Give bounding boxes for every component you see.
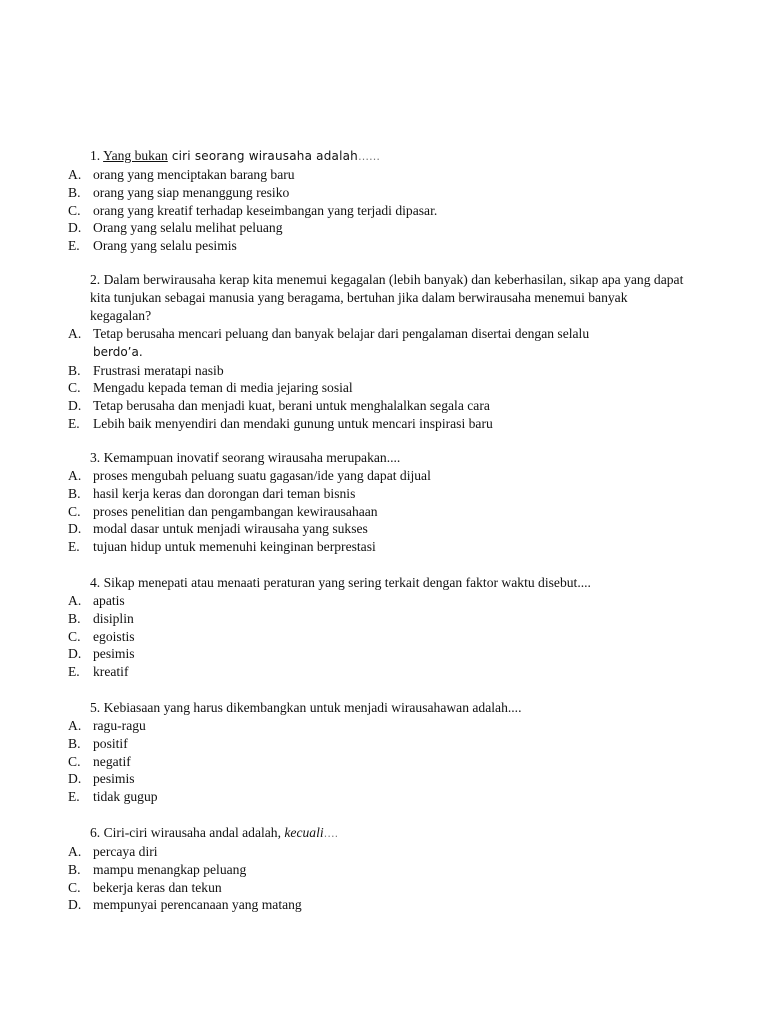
option-text: proses mengubah peluang suatu gagasan/ide yang dapat dijual [93, 468, 431, 483]
option-c [68, 753, 688, 771]
option-letter: A. [68, 593, 82, 608]
option-text: orang yang siap menanggung resiko [93, 184, 290, 200]
question-5-text: 5. Kebiasaan yang harus dikembangkan untuk menjadi wirausahawan adalah.... [90, 700, 522, 715]
option-letter: C. [68, 202, 81, 218]
option-d [68, 645, 688, 663]
option-a [68, 717, 688, 735]
question-6-prefix: 6. Ciri-ciri wirausaha andal adalah, [90, 825, 285, 840]
option-letter: D. [68, 398, 82, 414]
option-text: Frustrasi meratapi nasib [93, 362, 224, 378]
option-text: Mengadu kepada teman di media jejaring sosial [93, 380, 353, 396]
option-b [68, 485, 688, 503]
option-d [68, 770, 688, 788]
option-b [68, 735, 688, 753]
option-text: apatis [93, 593, 125, 608]
option-letter: E. [68, 664, 80, 680]
option-a [68, 325, 688, 362]
option-text: hasil kerja keras dan dorongan dari teman bisnis [93, 485, 356, 501]
option-text: kreatif [93, 664, 129, 680]
option-b [68, 610, 688, 628]
option-b [68, 184, 688, 202]
ellipsis: …. [323, 827, 339, 840]
option-d [68, 397, 688, 415]
option-text: negatif [93, 753, 131, 769]
option-letter: E. [68, 539, 80, 555]
option-text: pesimis [93, 646, 135, 662]
option-text: percaya diri [93, 844, 158, 859]
options-list [68, 843, 688, 914]
option-text: mempunyai perencanaan yang matang [93, 897, 302, 913]
question-3 [68, 449, 688, 556]
option-letter: C. [68, 380, 81, 396]
option-letter: B. [68, 861, 81, 877]
question-1-text [68, 147, 688, 166]
option-text [93, 325, 688, 362]
option-e [68, 788, 688, 806]
option-text: positif [93, 735, 128, 751]
question-2 [68, 271, 688, 433]
option-text: egoistis [93, 628, 135, 644]
option-e [68, 237, 688, 255]
option-text: mampu menangkap peluang [93, 861, 247, 877]
options-list [68, 467, 688, 556]
option-letter: A. [68, 718, 82, 733]
question-4 [68, 574, 688, 681]
option-e [68, 538, 688, 556]
question-4-text: 4. Sikap menepati atau menaati peraturan yang sering terkait dengan faktor waktu disebut.... [90, 575, 591, 590]
option-letter: B. [68, 610, 81, 626]
option-letter: B. [68, 362, 81, 378]
question-3-text: 3. Kemampuan inovatif seorang wirausaha merupakan.... [90, 450, 401, 465]
options-list [68, 166, 688, 255]
option-e [68, 415, 688, 433]
option-letter: D. [68, 646, 82, 662]
option-text: Tetap berusaha dan menjadi kuat, berani untuk menghalalkan segala cara [93, 398, 490, 414]
option-d [68, 219, 688, 237]
option-letter: D. [68, 897, 82, 913]
option-text: Lebih baik menyendiri dan mendaki gunung untuk mencari inspirasi baru [93, 415, 493, 431]
option-b [68, 362, 688, 380]
option-letter: A. [68, 326, 82, 341]
option-letter: B. [68, 184, 81, 200]
question-1-rest: ciri seorang wirausaha adalah [167, 149, 358, 163]
option-text: ragu-ragu [93, 718, 146, 733]
option-text: tujuan hidup untuk memenuhi keinginan berprestasi [93, 539, 376, 555]
ellipsis: …… [357, 150, 380, 163]
italic-exception-word: kecuali [284, 825, 324, 840]
option-letter: E. [68, 789, 80, 805]
option-text: pesimis [93, 771, 135, 787]
option-text: proses penelitian dan pengambangan kewirausahaan [93, 503, 378, 519]
option-a [68, 467, 688, 485]
options-list [68, 592, 688, 681]
underlined-phrase: Yang bukan [103, 148, 168, 163]
option-letter: C. [68, 753, 81, 769]
option-text: Orang yang selalu melihat peluang [93, 220, 283, 236]
option-a [68, 592, 688, 610]
option-letter: D. [68, 220, 82, 236]
option-text: bekerja keras dan tekun [93, 879, 222, 895]
options-list [68, 325, 688, 433]
option-letter: D. [68, 521, 82, 537]
question-6 [68, 824, 688, 914]
question-6-text [68, 824, 688, 843]
option-letter: A. [68, 167, 82, 182]
option-text-line-1: Tetap berusaha mencari peluang dan banyak belajar dari pengalaman disertai dengan selalu [93, 326, 590, 341]
option-c [68, 503, 688, 521]
option-a [68, 843, 688, 861]
option-letter: A. [68, 844, 82, 859]
option-letter: C. [68, 503, 81, 519]
option-letter: B. [68, 485, 81, 501]
question-1 [68, 147, 688, 255]
question-number: 1. [90, 148, 101, 163]
option-e [68, 663, 688, 681]
option-c [68, 628, 688, 646]
option-c [68, 879, 688, 897]
option-text: orang yang kreatif terhadap keseimbangan yang terjadi dipasar. [93, 202, 438, 218]
option-text-line-2: berdo’a. [93, 344, 143, 359]
option-d [68, 896, 688, 914]
option-d [68, 520, 688, 538]
option-letter: E. [68, 238, 80, 254]
option-c [68, 379, 688, 397]
option-letter: E. [68, 415, 80, 431]
option-letter: C. [68, 879, 81, 895]
question-2-text: 2. Dalam berwirausaha kerap kita menemui kegagalan (lebih banyak) dan keberhasilan, sikap apa yang dapat kita tunjukan sebagai manusia yang beragama, bertuhan jika dalam berwirausaha menemui banyak kegagalan? [90, 272, 684, 323]
question-5 [68, 699, 688, 806]
option-letter: C. [68, 628, 81, 644]
option-letter: D. [68, 771, 82, 787]
option-b [68, 861, 688, 879]
option-text: modal dasar untuk menjadi wirausaha yang sukses [93, 521, 368, 537]
options-list [68, 717, 688, 806]
option-text: Orang yang selalu pesimis [93, 238, 237, 254]
option-letter: B. [68, 735, 81, 751]
option-text: tidak gugup [93, 789, 158, 805]
option-text: disiplin [93, 610, 134, 626]
option-text: orang yang menciptakan barang baru [93, 167, 295, 182]
option-c [68, 202, 688, 220]
option-a [68, 166, 688, 184]
option-letter: A. [68, 468, 82, 483]
